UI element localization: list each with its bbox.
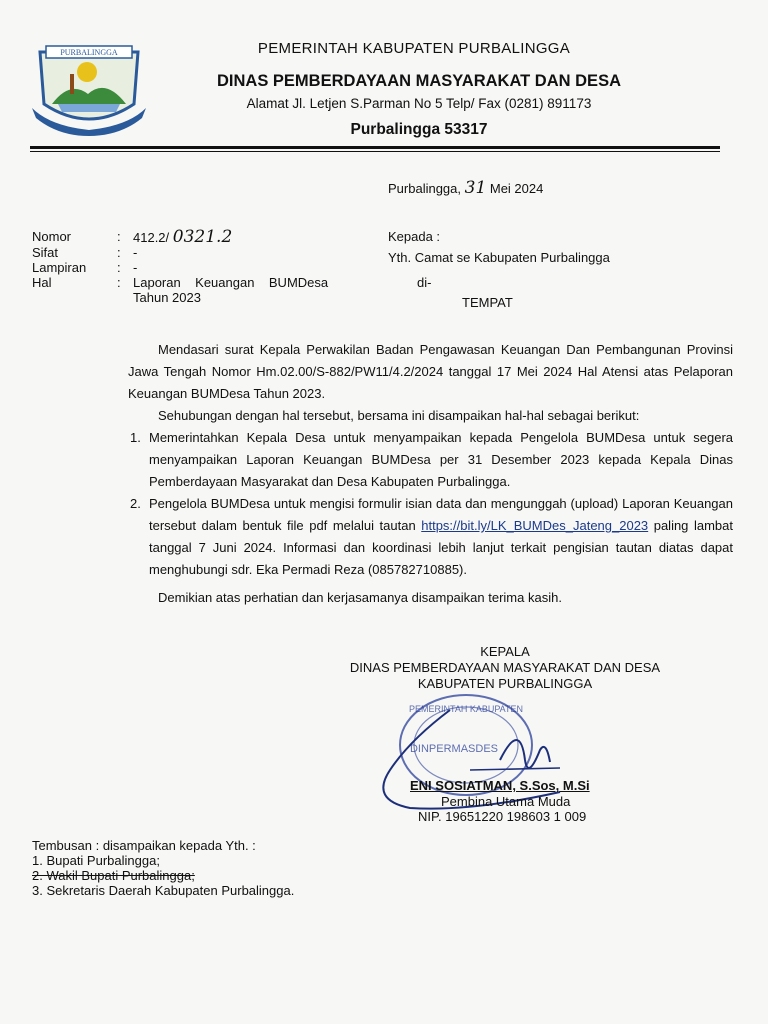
signatory-nip: NIP. 19651220 198603 1 009	[418, 809, 587, 824]
header-rule-thick	[30, 146, 720, 149]
carbon-copy-item: 3. Sekretaris Daerah Kabupaten Purbalingga.	[32, 883, 295, 898]
nomor-printed: 412.2/	[133, 230, 170, 245]
list-item-text: Memerintahkan Kepala Desa untuk menyampaikan kepada Pengelola BUMDesa untuk segera menyampaikan Laporan Keuangan BUMDesa per 31 Desember 2023 kepada Kepala Dinas Pemberdayaan Masyarakat dan Desa Kabupaten Purbalingga.	[149, 430, 733, 489]
signatory-name: ENI SOSIATMAN, S.Sos, M.Si	[410, 778, 590, 793]
stamp-top-text: PEMERINTAH KABUPATEN	[408, 704, 524, 714]
carbon-copy-item: 1. Bupati Purbalingga;	[32, 853, 160, 868]
hal-label: Hal	[32, 275, 52, 290]
lampiran-colon: :	[117, 260, 121, 275]
report-upload-link[interactable]: https://bit.ly/LK_BUMDes_Jateng_2023	[421, 518, 649, 533]
letter-body	[128, 339, 733, 427]
body-paragraph-1: Mendasari surat Kepala Perwakilan Badan Pengawasan Keuangan Dan Pembangunan Provinsi Jawa Tengah Nomor Hm.02.00/S-882/PW11/4.2/2024 tanggal 17 Mei 2024 Hal Atensi atas Pelaporan Keuangan BUMDesa Tahun 2023.	[128, 342, 733, 401]
nomor-value	[133, 229, 232, 246]
signatory-regency: KABUPATEN PURBALINGGA	[417, 676, 593, 691]
lampiran-label: Lampiran	[32, 260, 87, 275]
nomor-label: Nomor	[32, 229, 72, 244]
body-paragraph-2: Sehubungan dengan hal tersebut, bersama ini disampaikan hal-hal sebagai berikut:	[158, 408, 640, 423]
closing-paragraph	[128, 587, 733, 609]
recipient-di: di-	[417, 275, 432, 290]
city-zip: Purbalingga 53317	[350, 121, 488, 138]
list-item-number: 2.	[130, 496, 141, 511]
hal-colon: :	[117, 275, 121, 290]
signatory-rank: Pembina Utama Muda	[441, 794, 571, 809]
sifat-label: Sifat	[32, 245, 59, 260]
letter-date	[388, 180, 543, 197]
hal-value-line2: Tahun 2023	[133, 290, 201, 305]
kepada-label: Kepada :	[388, 229, 441, 244]
sifat-colon: :	[117, 245, 121, 260]
date-prefix: Purbalingga,	[388, 181, 465, 196]
agency-address: Alamat Jl. Letjen S.Parman No 5 Telp/ Fax (0281) 891173	[246, 96, 592, 111]
list-item	[130, 493, 733, 581]
agency-name: DINAS PEMBERDAYAAN MASYARAKAT DAN DESA	[216, 72, 621, 90]
date-rest: Mei 2024	[486, 181, 544, 196]
lampiran-value: -	[133, 260, 138, 275]
stamp-middle-text: DINPERMASDES	[409, 743, 499, 755]
nomor-colon: :	[117, 229, 121, 244]
instruction-list	[130, 427, 733, 581]
header-rule-thin	[30, 151, 720, 152]
carbon-copy-section	[32, 838, 294, 898]
closing-text: Demikian atas perhatian dan kerjasamanya disampaikan terima kasih.	[158, 590, 562, 605]
sifat-value: -	[133, 245, 138, 260]
signatory-title: KEPALA	[480, 644, 530, 659]
nomor-handwritten: 0321.2	[172, 227, 233, 247]
logo-text: PURBALINGGA	[60, 48, 118, 57]
hal-value-line1: Laporan Keuangan BUMDesa	[133, 275, 329, 290]
recipient-name: Yth. Camat se Kabupaten Purbalingga	[388, 250, 610, 265]
list-item-text-part1: Pengelola BUMDesa untuk mengisi formulir isian data dan mengunggah (upload) Laporan Keuangan tersebut dalam bentuk file pdf melalui tautan	[149, 496, 733, 533]
signatory-agency: DINAS PEMBERDAYAAN MASYARAKAT DAN DESA	[349, 660, 661, 675]
list-item	[130, 427, 733, 493]
recipient-place: TEMPAT	[462, 295, 513, 310]
list-item-number: 1.	[130, 430, 141, 445]
list-item-text-part2: paling lambat tanggal 7 Juni 2024. Informasi dan koordinasi lebih lanjut terkait pengisian tautan diatas dapat menghubungi sdr. Eka Permadi Reza (085782710885).	[149, 518, 733, 577]
carbon-copy-heading: Tembusan : disampaikan kepada Yth. :	[32, 838, 256, 853]
date-day-handwritten: 31	[464, 178, 487, 198]
government-name: PEMERINTAH KABUPATEN PURBALINGGA	[257, 40, 571, 57]
carbon-copy-item: 2. Wakil Bupati Purbalingga;	[32, 868, 195, 883]
